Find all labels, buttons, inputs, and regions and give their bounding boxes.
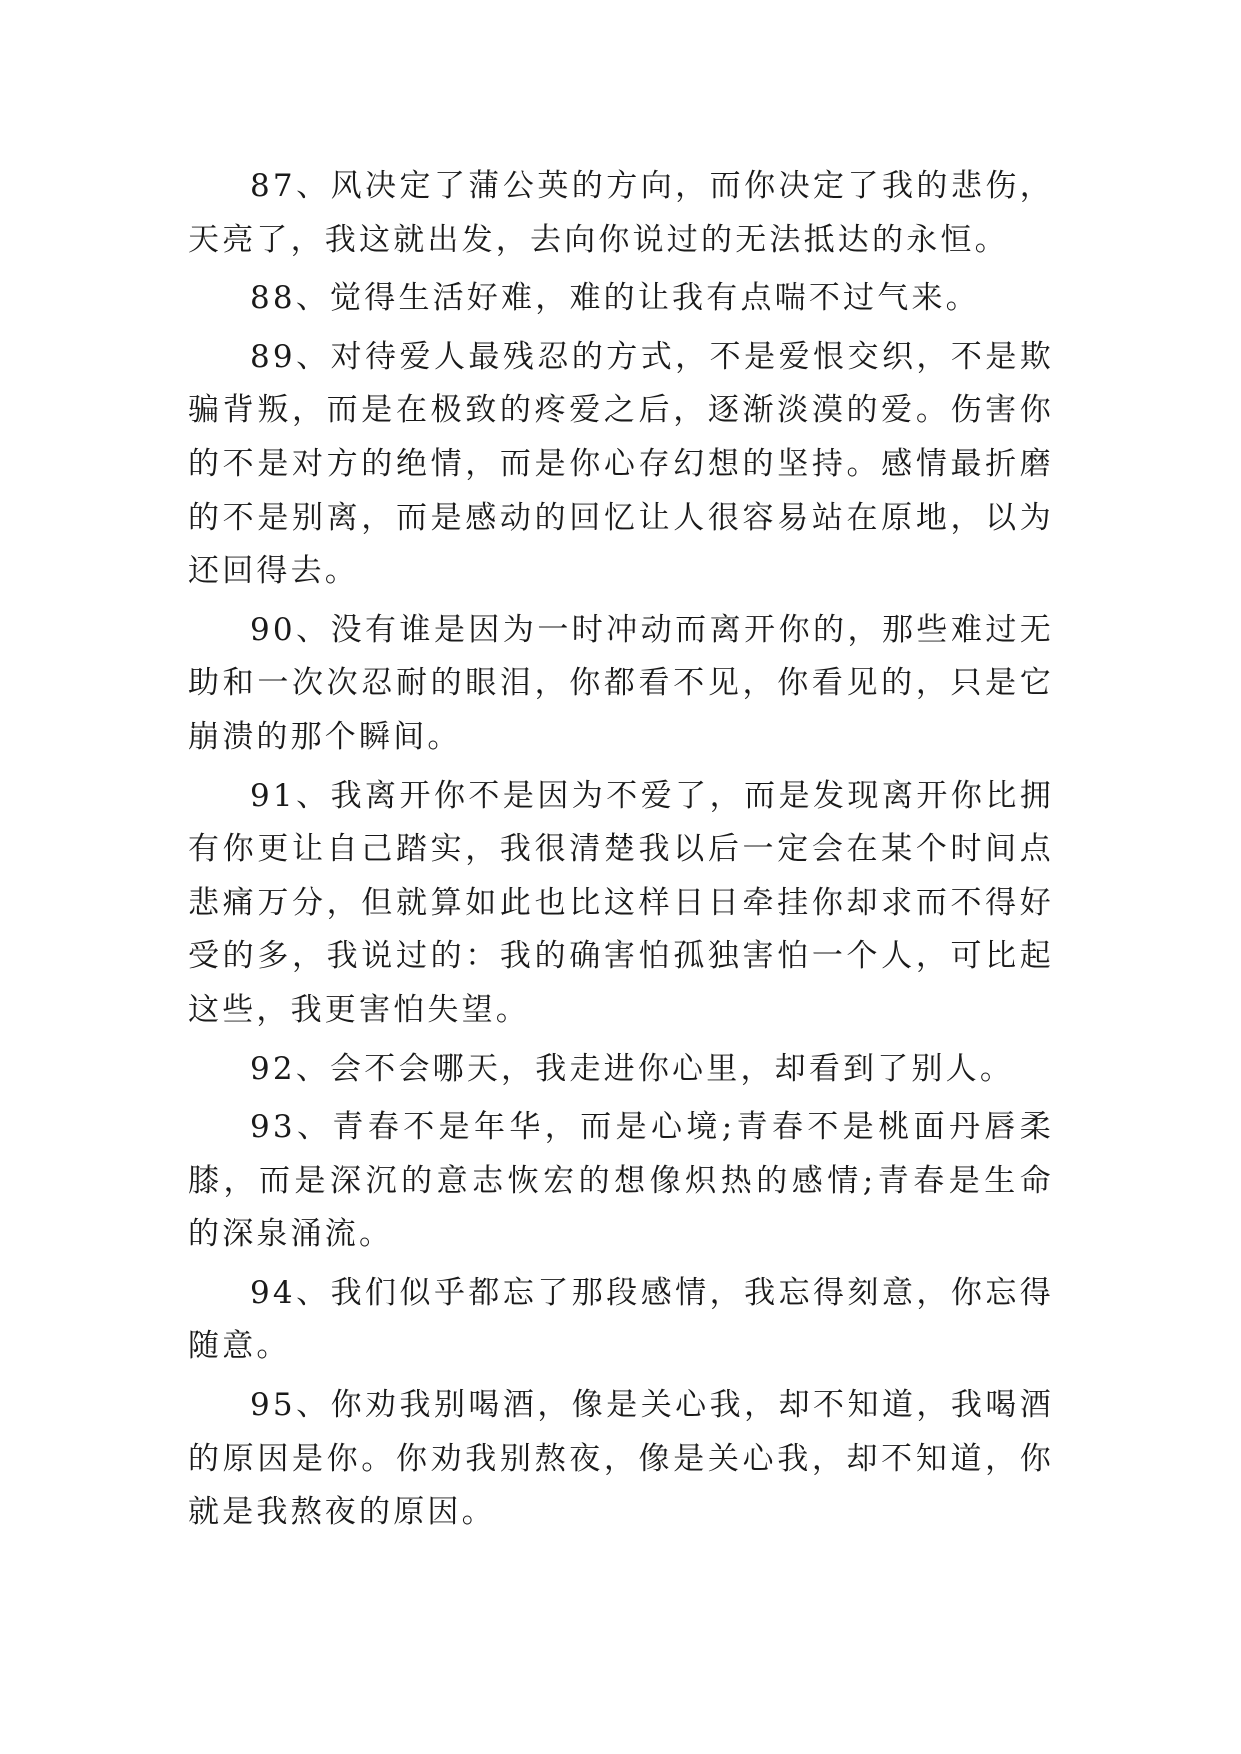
paragraph-95: 95、你劝我别喝酒，像是关心我，却不知道，我喝酒的原因是你。你劝我别熬夜，像是关心我，却不知道，你就是我熬夜的原因。 [188,1387,1054,1531]
document-body [188,160,1054,1540]
paragraph-94: 94、我们似乎都忘了那段感情，我忘得刻意，你忘得随意。 [188,1274,1054,1365]
paragraph-88: 88、觉得生活好难，难的让我有点喘不过气来。 [250,280,980,317]
paragraph-92: 92、会不会哪天，我走进你心里，却看到了别人。 [250,1050,1015,1087]
paragraph-90: 90、没有谁是因为一时冲动而离开你的，那些难过无助和一次次忍耐的眼泪，你都看不见，你看见的，只是它崩溃的那个瞬间。 [188,611,1054,755]
paragraph-87: 87、风决定了蒲公英的方向，而你决定了我的悲伤，天亮了，我这就出发，去向你说过的无法抵达的永恒。 [188,168,1054,258]
paragraph-93: 93、青春不是年华，而是心境;青春不是桃面丹唇柔膝，而是深沉的意志恢宏的想像炽热的感情;青春是生命的深泉涌流。 [188,1109,1054,1253]
paragraph-89: 89、对待爱人最残忍的方式，不是爱恨交织，不是欺骗背叛，而是在极致的疼爱之后，逐渐淡漠的爱。伤害你的不是对方的绝情，而是你心存幻想的坚持。感情最折磨的不是别离，而是感动的回忆让人很容易站在原地，以为还回得去。 [188,338,1054,590]
paragraph-91: 91、我离开你不是因为不爱了，而是发现离开你比拥有你更让自己踏实，我很清楚我以后一定会在某个时间点悲痛万分，但就算如此也比这样日日牵挂你却求而不得好受的多，我说过的：我的确害怕孤独害怕一个人，可比起这些，我更害怕失望。 [188,777,1054,1028]
